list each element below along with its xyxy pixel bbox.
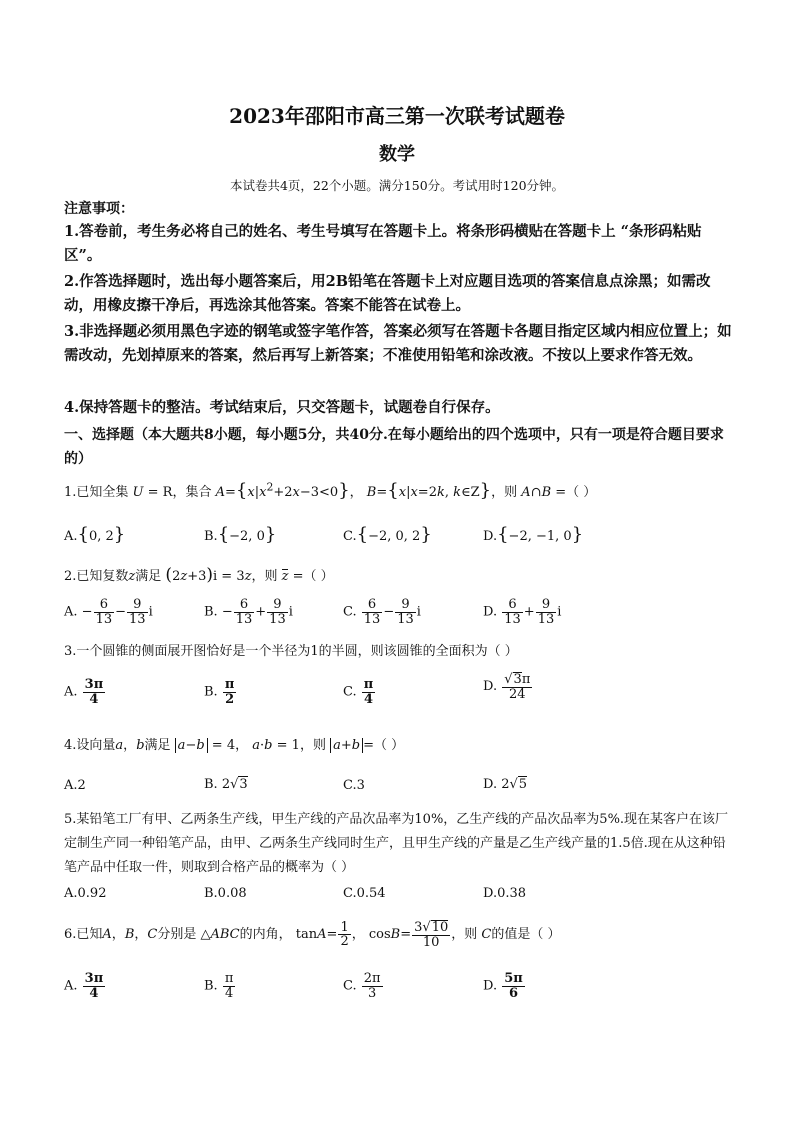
q2-option-b: B. − $\frac{6}{13}$ + $\frac{9}{13}$ i bbox=[204, 597, 293, 627]
page-title: 2023年邵阳市高三第一次联考试题卷 bbox=[229, 104, 565, 128]
q3-option-a: A. $\frac{3\pi}{4}$ bbox=[64, 677, 104, 707]
q3-option-d: D. $\frac{√3\pi}{24}$ bbox=[483, 672, 531, 702]
section-heading-choice: 一、选择题（本大题共8小题，每小题5分，共40分.在每小题给出的四个选项中，只有一项是符合题目要求的） bbox=[64, 427, 724, 467]
q3-option-c: C. $\frac{\pi}{4}$ bbox=[343, 677, 374, 707]
q2-option-c: C. $\frac{6}{13}$ − $\frac{9}{13}$ i bbox=[343, 597, 421, 627]
q5-option-d: D.0.38 bbox=[483, 886, 527, 901]
question-5: 5.某铅笔工厂有甲、乙两条生产线，甲生产线的产品次品率为10%，乙生产线的产品次品率为5%.现在某客户在该厂定制生产同一种铅笔产品，由甲、乙两条生产线同时生产，且甲生产线的产量是乙生产线产量的1.5倍.现在从这种铅笔产品中任取一件，则取到合格产品的概率为（ ） bbox=[64, 812, 729, 875]
q3-option-b: B. $\frac{\pi}{2}$ bbox=[204, 677, 235, 707]
question-1: 1.已知全集 U = R，集合 $A=\{x|x^2+2x-3<0\}$， B={x|x=2k, k∈Z}，则 A∩B =（ ） bbox=[64, 480, 597, 501]
q6-option-b: B. $\frac{\pi}{4}$ bbox=[204, 971, 234, 1001]
note-item-1: 1.答卷前，考生务必将自己的姓名、考生号填写在答题卡上。将条形码横贴在答题卡上 “条形码粘贴区”。 bbox=[64, 223, 702, 264]
q1-option-b: B.{−2, 0} bbox=[204, 524, 277, 545]
question-2: 2.已知复数z满足 (2z+3)i = 3z，则 z =（ ） bbox=[64, 565, 334, 585]
q5-option-b: B.0.08 bbox=[204, 886, 247, 901]
q5-option-c: C.0.54 bbox=[343, 886, 386, 901]
subject-title: 数学 bbox=[379, 144, 415, 165]
q6-option-c: C. $\frac{2\pi}{3}$ bbox=[343, 971, 381, 1001]
q5-option-a: A.0.92 bbox=[64, 886, 107, 901]
notes-heading: 注意事项： bbox=[64, 201, 134, 217]
q1-option-a: A.{0, 2} bbox=[64, 524, 126, 545]
q2-option-d: D. $\frac{6}{13}$ + $\frac{9}{13}$ i bbox=[483, 597, 562, 627]
question-4: 4.设向量a，b满足 a−b = 4， a·b = 1，则 a+b =（ ） bbox=[64, 738, 405, 753]
note-item-3: 3.非选择题必须用黑色字迹的钢笔或签字笔作答，答案必须写在答题卡各题目指定区域内相应位置上；如需改动，先划掉原来的答案，然后再写上新答案；不准使用铅笔和涂改液。不按以上要求作答无效。 bbox=[64, 323, 732, 364]
q4-option-c: C.3 bbox=[343, 778, 365, 793]
q6-option-d: D. $\frac{5\pi}{6}$ bbox=[483, 971, 523, 1001]
exam-intro: 本试卷共4页，22个小题。满分150分。考试用时120分钟。 bbox=[229, 178, 565, 193]
q2-option-a: A. − $\frac{6}{13}$ − $\frac{9}{13}$ i bbox=[64, 597, 153, 627]
q6-option-a: A. $\frac{3\pi}{4}$ bbox=[64, 971, 104, 1001]
q4-option-d: D. 2√5 bbox=[483, 777, 528, 792]
q4-option-b: B. 2√3 bbox=[204, 777, 248, 792]
q1-option-c: C.{−2, 0, 2} bbox=[343, 524, 432, 545]
note-item-4: 4.保持答题卡的整洁。考试结束后，只交答题卡，试题卷自行保存。 bbox=[64, 399, 500, 416]
question-6: 6.已知A，B，C分别是 △ABC的内角， tanA= $\frac{1}{2}$ ， cosB= $\frac{3√10}{10}$ ，则 C的值是（ ） bbox=[64, 919, 561, 950]
q4-option-a: A.2 bbox=[64, 778, 86, 793]
question-3: 3.一个圆锥的侧面展开图恰好是一个半径为1的半圆，则该圆锥的全面积为（ ） bbox=[64, 644, 518, 659]
q1-option-d: D.{−2, −1, 0} bbox=[483, 524, 584, 545]
note-item-2: 2.作答选择题时，选出每小题答案后，用2B铅笔在答题卡上对应题目选项的答案信息点涂黑；如需改动，用橡皮擦干净后，再选涂其他答案。答案不能答在试卷上。 bbox=[64, 273, 711, 314]
